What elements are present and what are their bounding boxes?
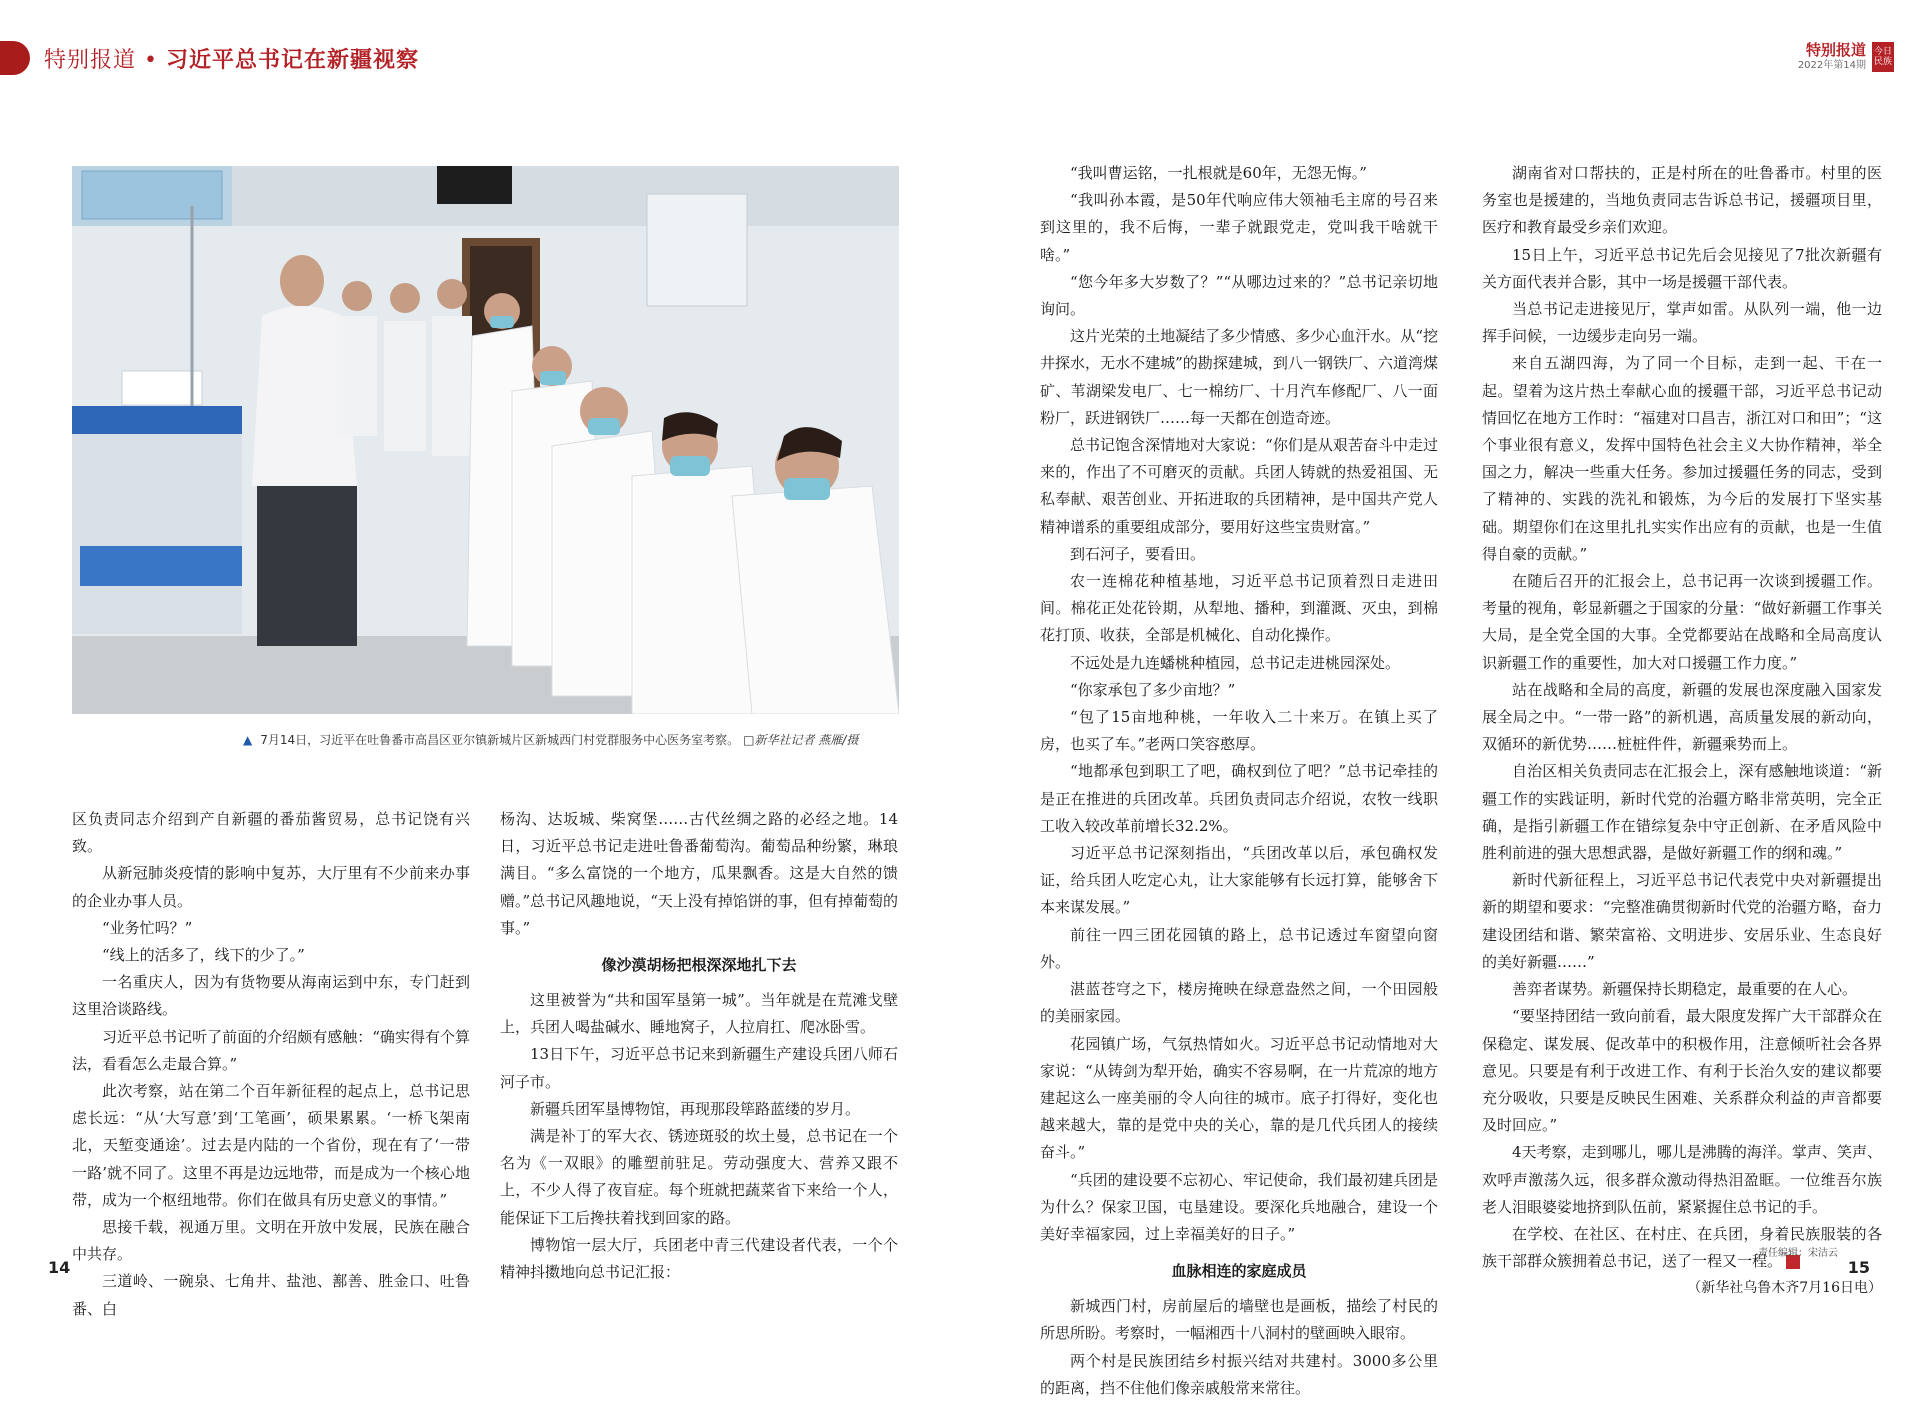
section-header — [0, 38, 419, 78]
paragraph: 此次考察，站在第二个百年新征程的起点上，总书记思虑长远：“从‘大写意’到‘工笔画’，硕果累累。‘一桥飞架南北，天堑变通途’。过去是内陆的一个省份，现在有了‘一带一路’就不同了。这里不再是边远地带，而是成为一个核心地带，成为一个枢纽地带。你们在做具有历史意义的事情。” — [72, 1082, 470, 1209]
paragraph: 在随后召开的汇报会上，总书记再一次谈到援疆工作。考量的视角，彰显新疆之于国家的分量：“做好新疆工作事关大局，是全党全国的大事。全党都要站在战略和全局高度认识新疆工作的重要性，加大对口援疆工作力度。” — [1482, 572, 1882, 672]
paragraph: 来自五湖四海，为了同一个目标，走到一起、干在一起。望着为这片热土奉献心血的援疆干部，习近平总书记动情回忆在地方工作时：“福建对口昌吉，浙江对口和田”；“这个事业很有意义，发挥中国特色社会主义大协作精神，举全国之力，解决一些重大任务。参加过援疆任务的同志，受到了精神的、实践的洗礼和锻炼，为今后的发展打下坚实基础。期望你们在这里扎扎实实作出应有的贡献，也是一生值得自豪的贡献。” — [1482, 354, 1882, 563]
section-tab-marker — [0, 41, 30, 75]
paragraph: 一名重庆人，因为有货物要从海南运到中东，专门赶到这里洽谈路线。 — [72, 973, 470, 1019]
paragraph: “业务忙吗？” — [102, 918, 193, 937]
article-column-3 — [1040, 160, 1438, 1402]
caption-triangle-icon: ▲ — [243, 733, 253, 747]
photo-caption — [243, 731, 858, 748]
page-number-right: 15 — [1847, 1258, 1870, 1277]
paragraph: 15日上午，习近平总书记先后会见接见了7批次新疆有关方面代表并合影，其中一场是援疆干部代表。 — [1482, 245, 1882, 291]
paragraph: 新时代新征程上，习近平总书记代表党中央对新疆提出新的期望和要求：“完整准确贯彻新时代党的治疆方略，奋力建设团结和谐、繁荣富裕、文明进步、安居乐业、生态良好的美好新疆……” — [1482, 871, 1882, 971]
paragraph: “兵团的建设要不忘初心、牢记使命，我们最初建兵团是为什么？保家卫国，屯垦建设。要深化兵地融合，建设一个美好幸福家园，过上幸福美好的日子。” — [1040, 1170, 1438, 1243]
paragraph: 习近平总书记深刻指出，“兵团改革以后，承包确权发证，给兵团人吃定心丸，让大家能够有长远打算，能够舍下本来谋发展。” — [1040, 844, 1438, 917]
paragraph: “您今年多大岁数了？”“从哪边过来的？”总书记亲切地询问。 — [1040, 272, 1438, 319]
photo-illustration — [72, 166, 899, 714]
paragraph: “地都承包到职工了吧，确权到位了吧？”总书记牵挂的是正在推进的兵团改革。兵团负责同志介绍说，农牧一线职工收入较改革前增长32.2%。 — [1040, 762, 1438, 835]
article-column-2 — [500, 806, 898, 1286]
paragraph: 思接千载，视通万里。文明在开放中发展，民族在融合中共存。 — [72, 1218, 470, 1264]
paragraph: 前往一四三团花园镇的路上，总书记透过车窗望向窗外。 — [1040, 925, 1438, 971]
paragraph: 当总书记走进接见厅，掌声如雷。从队列一端，他一边挥手问候，一边缓步走向另一端。 — [1482, 300, 1882, 346]
paragraph: 总书记饱含深情地对大家说：“你们是从艰苦奋斗中走过来的，作出了不可磨灭的贡献。兵团人铸就的热爱祖国、无私奉献、艰苦创业、开拓进取的兵团精神，是中国共产党人精神谱系的重要组成部分，要用好这些宝贵财富。” — [1040, 436, 1438, 536]
paragraph: “我叫曹运铭，一扎根就是60年，无怨无悔。” — [1070, 164, 1367, 182]
paragraph: 博物馆一层大厅，兵团老中青三代建设者代表，一个个精神抖擞地向总书记汇报： — [500, 1235, 898, 1282]
paragraph: 花园镇广场，气氛热情如火。习近平总书记动情地对大家说：“从铸剑为犁开始，确实不容易啊，在一片荒凉的地方建起这么一座美丽的令人向往的城市。底子打得好，变化也越来越大，靠的是党中央的关心，靠的是几代兵团人的接续奋斗。” — [1040, 1034, 1438, 1162]
masthead-issue: 2022年第14期 — [1797, 60, 1866, 71]
paragraph: “要坚持团结一致向前看，最大限度发挥广大干部群众在保稳定、谋发展、促改革中的积极作用，注意倾听社会各界意见。只要是有利于改进工作、有利于长治久安的建议都要充分吸收，只要是反映民生困难、关系群众利益的声音都要及时回应。” — [1482, 1007, 1882, 1135]
paragraph: 13日下午，习近平总书记来到新疆生产建设兵团八师石河子市。 — [500, 1045, 898, 1091]
photo-credit: □新华社记者 燕雁/摄 — [743, 733, 859, 747]
paragraph: 从新冠肺炎疫情的影响中复苏，大厅里有不少前来办事的企业办事人员。 — [72, 864, 470, 910]
article-column-1 — [72, 806, 470, 1323]
paragraph: 杨沟、达坂城、柴窝堡……古代丝绸之路的必经之地。14日，习近平总书记走进吐鲁番葡萄沟。葡萄品种纷繁，琳琅满目。“多么富饶的一个地方，瓜果飘香。这是大自然的馈赠。”总书记风趣地说，“天上没有掉馅饼的事，但有掉葡萄的事。” — [500, 810, 898, 937]
paragraph: 区负责同志介绍到产自新疆的番茄酱贸易，总书记饶有兴致。 — [72, 810, 470, 856]
paragraph: 4天考察，走到哪儿，哪儿是沸腾的海洋。掌声、笑声、欢呼声激荡久远，很多群众激动得热泪盈眶。一位维吾尔族老人泪眼婆娑地挤到队伍前，紧紧握住总书记的手。 — [1482, 1143, 1882, 1216]
dateline: （新华社乌鲁木齐7月16日电） — [1687, 1280, 1882, 1297]
paragraph: 农一连棉花种植基地，习近平总书记顶着烈日走进田间。棉花正处花铃期，从犁地、播种，到灌溉、灭虫，到棉花打顶、收获，全部是机械化、自动化操作。 — [1040, 572, 1438, 645]
paragraph-text: 在学校、在社区、在村庄、在兵团，身着民族服装的各族干部群众簇拥着总书记，送了一程又一程。 — [1482, 1224, 1882, 1271]
title-separator: • — [144, 47, 158, 73]
paragraph: “我叫孙本霞，是50年代响应伟大领袖毛主席的号召来到这里的，我不后悔，一辈子就跟党走，党叫我干啥就干啥。” — [1040, 191, 1438, 264]
paragraph: 这里被誉为“共和国军垦第一城”。当年就是在荒滩戈壁上，兵团人喝盐碱水、睡地窝子，人拉肩扛、爬冰卧雪。 — [500, 991, 898, 1037]
section-label: 特别报道 — [44, 47, 137, 73]
paragraph: 习近平总书记听了前面的介绍颇有感触：“确实得有个算法，看看怎么走最合算。” — [72, 1027, 470, 1073]
paragraph: 新疆兵团军垦博物馆，再现那段筚路蓝缕的岁月。 — [530, 1099, 861, 1118]
paragraph: 满是补丁的军大衣、锈迹斑驳的坎土曼，总书记在一个名为《一双眼》的雕塑前驻足。劳动强度大、营养又跟不上，不少人得了夜盲症。每个班就把蔬菜省下来给一个人，能保证下工后搀扶着找到回家的路。 — [500, 1127, 898, 1227]
paragraph: 善弈者谋势。新疆保持长期稳定，最重要的在人心。 — [1512, 980, 1858, 999]
paragraph: 三道岭、一碗泉、七角井、盐池、鄯善、胜金口、吐鲁番、白 — [72, 1272, 470, 1318]
section-title — [44, 43, 419, 74]
paragraph: 新城西门村，房前屋后的墙壁也是画板，描绘了村民的所思所盼。考察时，一幅湘西十八洞村的壁画映入眼帘。 — [1040, 1297, 1438, 1343]
subheading: 像沙漠胡杨把根深深地扎下去 — [601, 956, 797, 975]
magazine-masthead — [1798, 42, 1894, 72]
news-photo — [72, 166, 899, 714]
paragraph: 这片光荣的土地凝结了多少情感、多少心血汗水。从“挖井探水，无水不建城”的勘探建城，到八一钢铁厂、六道湾煤矿、苇湖梁发电厂、七一棉纺厂、十月汽车修配厂、八一面粉厂，跃进钢铁厂……每一天都在创造奇迹。 — [1040, 327, 1438, 427]
editor-credit: 责任编辑：宋洁云 — [1758, 1248, 1838, 1259]
masthead-section: 特别报道 — [1805, 41, 1866, 59]
paragraph: 到石河子，要看田。 — [1070, 544, 1206, 563]
paragraph: 湛蓝苍穹之下，楼房掩映在绿意盎然之间，一个田园般的美丽家园。 — [1040, 980, 1438, 1026]
paragraph: 自治区相关负责同志在汇报会上，深有感触地谈道：“新疆工作的实践证明，新时代党的治疆方略非常英明，完全正确，是指引新疆工作在错综复杂中守正创新、在矛盾风险中胜利前进的强大思想武器，是做好新疆工作的纲和魂。” — [1482, 762, 1882, 863]
caption-text: 7月14日，习近平在吐鲁番市高昌区亚尔镇新城片区新城西门村党群服务中心医务室考察。 — [260, 733, 740, 747]
magazine-logo: 今日 民族 — [1872, 42, 1894, 72]
subheading: 血脉相连的家庭成员 — [1171, 1262, 1307, 1281]
paragraph: “你家承包了多少亩地？” — [1070, 680, 1236, 699]
paragraph: 两个村是民族团结乡村振兴结对共建村。3000多公里的距离，挡不住他们像亲戚般常来常往。 — [1040, 1351, 1438, 1397]
paragraph: “包了15亩地种桃，一年收入二十来万。在镇上买了房，也买了车。”老两口笑容憨厚。 — [1040, 708, 1438, 754]
paragraph: “线上的活多了，线下的少了。” — [102, 946, 305, 965]
page-number-left: 14 — [48, 1258, 71, 1277]
paragraph: 湖南省对口帮扶的，正是村所在的吐鲁番市。村里的医务室也是援建的，当地负责同志告诉总书记，援疆项目里，医疗和教育最受乡亲们欢迎。 — [1482, 164, 1882, 237]
article-column-4 — [1482, 160, 1882, 1303]
paragraph: 站在战略和全局的高度，新疆的发展也深度融入国家发展全局之中。“一带一路”的新机遇，高质量发展的新动向，双循环的新优势……桩桩件件，新疆乘势而上。 — [1482, 680, 1882, 754]
section-topic: 习近平总书记在新疆视察 — [166, 47, 420, 73]
paragraph: 不远处是九连蟠桃种植园，总书记走进桃园深处。 — [1070, 653, 1401, 672]
